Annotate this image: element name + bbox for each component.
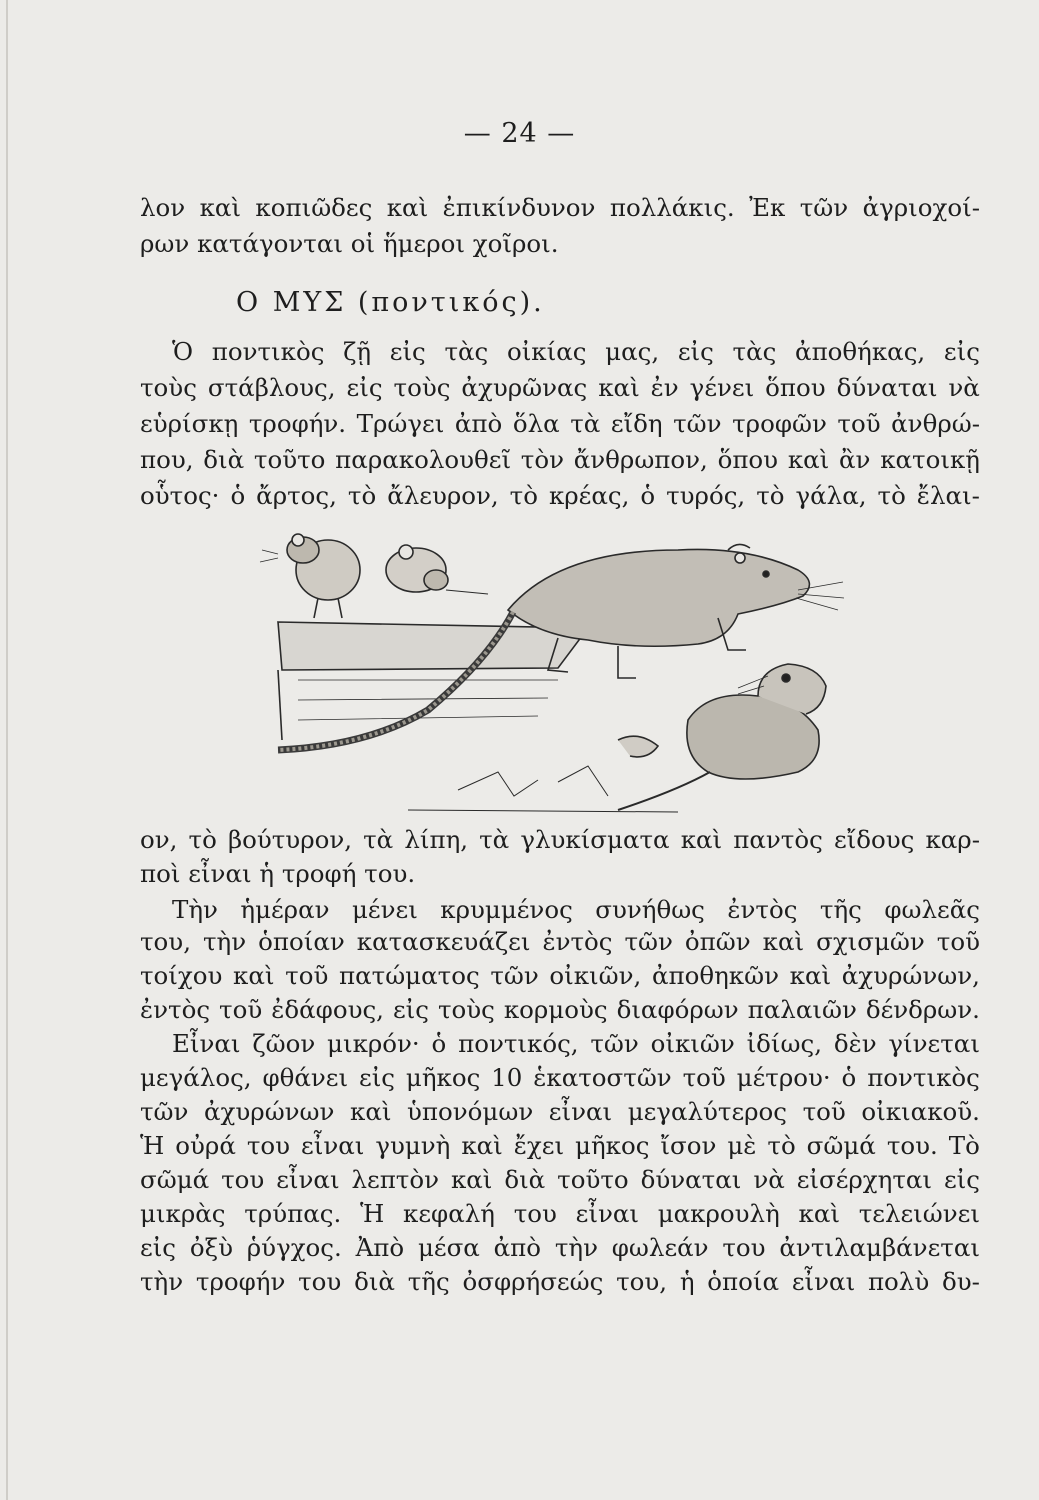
word: κρυμμένος [440,895,573,924]
word: κρέας, [548,481,630,510]
word: γίνεται [888,1029,980,1058]
word: εἰς [943,1165,980,1194]
word: του, [140,927,191,956]
word: ὅπου [717,445,779,474]
word: μῆκος [405,1063,481,1092]
word: παρακολουθεῖ [335,445,512,474]
word: ὁ [431,1029,447,1058]
word: 10 [491,1063,523,1092]
word: τὰ [363,825,394,854]
text-line [140,406,980,442]
word: τῆς [819,895,862,924]
word: καὶ [450,1165,493,1194]
word: καὶ [798,1199,840,1228]
word: οὗτος· [140,481,220,510]
word: παντὸς [733,825,823,854]
word: εἶναι [575,1199,639,1228]
word: κατοικῇ [880,445,980,474]
word: τὸν [520,445,564,474]
page-edge [6,0,8,1500]
word: πολὺ [867,1267,930,1296]
word: οἰκιῶν, [549,961,642,990]
word: κορμοὺς [503,995,608,1024]
word: τῶν [799,193,849,222]
word: βούτυρον, [227,825,353,854]
word: καὶ [386,193,429,222]
word: ἐν [650,373,679,402]
word: εἴδη [610,409,663,438]
word: τὰ [570,409,601,438]
word: τυρός, [666,481,746,510]
word: καὶ [199,193,242,222]
word: εἶναι [276,1165,340,1194]
word: εἰς [140,1233,177,1262]
word: δύναται [836,373,938,402]
word: τοῦτο [253,445,326,474]
word: ὁ [841,1063,857,1092]
word: ἡμέραν [240,895,330,924]
word: εἰς [677,337,714,366]
word: διὰ [203,445,245,474]
text-line [140,822,980,858]
word: ἄρτος, [256,481,337,510]
word: ἀχυρῶνας [461,373,588,402]
text-line [140,478,980,514]
word: ὅπου [765,373,826,402]
word: οὐρά [175,1131,236,1160]
rats-illustration [258,510,848,822]
word: ἀπὸ [454,409,503,438]
word: σῶμά [140,1165,210,1194]
word: ἀχυρώνων, [841,961,980,990]
word: ἀγριοχοί- [862,193,980,222]
word: ὁποία [707,1267,780,1296]
word: μας, [605,337,660,366]
word: ἄνθρωπον, [573,445,708,474]
word: τελειώνει [858,1199,980,1228]
word: τῶν [624,927,673,956]
text-line [140,958,980,994]
text-line [140,892,980,928]
word: τρύπας. [244,1199,342,1228]
text-line: ποὶ εἶναι ἡ τροφή του. [140,859,416,888]
word: κοπιῶδες [255,193,373,222]
word: καὶ [680,825,723,854]
word: ἐπικίνδυνον [442,193,596,222]
word: ἡ [679,1267,695,1296]
word: διὰ [504,1165,546,1194]
word: κατασκευάζει [356,927,531,956]
word: εἶναι [548,1097,613,1126]
word: τοῦ [837,409,881,438]
word: καὶ [233,961,275,990]
word: ἐδάφους, [271,995,384,1024]
word: εἰς [359,1063,396,1092]
word: τὴν [554,1233,598,1262]
word: πατώματος [339,961,480,990]
text-line [140,1060,980,1096]
word: τὸ [188,825,217,854]
word: καὶ [762,927,805,956]
word: ἐντὸς [542,927,613,956]
word: εἰς [392,995,429,1024]
word: καρ- [925,825,980,854]
word: σχισμῶν [816,927,925,956]
word: οἰκίας [506,337,587,366]
word: του [221,1165,265,1194]
word: ἀποθήκας, [795,337,926,366]
word: τὸ [756,481,785,510]
word: ὀξὺ [189,1233,233,1262]
word: τὸ [509,481,538,510]
word: μεγάλος, [140,1063,252,1092]
word: δύναται [640,1165,742,1194]
word: μέτρου· [736,1063,831,1092]
word: συνήθως [595,895,705,924]
word: μακρουλὴ [657,1199,780,1228]
word: κεφαλή [403,1199,495,1228]
word: τροφήν. [248,409,347,438]
word: καὶ [598,373,640,402]
word: δένδρων. [865,995,980,1024]
word: λεπτὸν [351,1165,440,1194]
word: νὰ [753,1165,785,1194]
word: μικρὰς [140,1199,226,1228]
word: τοίχου [140,961,223,990]
word: ἀχυρώνων [204,1097,335,1126]
word: ποντικὸς [867,1063,980,1092]
text-line [140,924,980,960]
word: τῶν [673,409,722,438]
word: ὑπονόμων [407,1097,534,1126]
word: τοῦτο [557,1165,629,1194]
word: του [722,1233,766,1262]
word: τοὺς [437,995,495,1024]
word: γλυκίσματα [520,825,670,854]
word: Ἡ [360,1199,385,1228]
word: Τὸ [948,1131,980,1160]
text-line [140,1162,980,1198]
text-line [140,1264,980,1300]
text-line [140,190,980,226]
word: ζῶον [252,1029,316,1058]
word: ἑκατοστῶν [533,1063,672,1092]
word: ὀπῶν [684,927,751,956]
text-line [140,1230,980,1266]
word: τὴν [202,927,247,956]
word: τῶν [140,1097,189,1126]
word: του, [616,1267,668,1296]
word: Ὁ [172,337,194,366]
word: φωλεάν [611,1233,709,1262]
word: διὰ [354,1267,395,1296]
word: εἰς [346,373,383,402]
word: μικρόν· [327,1029,420,1058]
word: τῆς [407,1267,450,1296]
word: τοῦ [682,1063,726,1092]
word: δὲν [833,1029,877,1058]
word: ἰδίως, [746,1029,823,1058]
word: τοῦ [219,995,263,1024]
word: οἰκιῶν [650,1029,735,1058]
word: τὸ [767,1131,796,1160]
word: Ἀπὸ [355,1233,405,1262]
word: δυ- [941,1267,980,1296]
word: ὁ [640,481,656,510]
word: του [513,1199,557,1228]
word: πολλάκις. [609,193,735,222]
word: καὶ [789,961,832,990]
word: τοῦ [285,961,329,990]
word: τὸ [877,481,906,510]
word: Ἐκ [749,193,786,222]
word: εἰς [389,337,426,366]
text-line [140,370,980,406]
word: εἴδους [833,825,915,854]
word: του [246,1131,291,1160]
word: τὸ [347,481,377,510]
word: ὁ [230,481,246,510]
word: ὁποίαν [258,927,345,956]
text-line [140,992,980,1028]
word: ἀνθρώ- [891,409,980,438]
word: παλαιῶν [747,995,857,1024]
word: εἰσέρχηται [796,1165,933,1194]
word: φωλεᾶς [884,895,980,924]
text-line [140,1026,980,1062]
word: καὶ [350,1097,392,1126]
word: ὀσφρήσεώς [462,1267,604,1296]
word: στάβλους, [207,373,336,402]
text-line [140,334,980,370]
word: ον, [140,825,178,854]
word: μὲ [727,1131,757,1160]
word: μένει [352,895,418,924]
word: τροφήν [195,1267,286,1296]
word: μεγαλύτερος [627,1097,788,1126]
text-line [140,1094,980,1130]
word: μέσα [417,1233,480,1262]
word: τὰ [479,825,510,854]
word: φθάνει [262,1063,349,1092]
word: Εἶναι [172,1029,241,1058]
word: του. [886,1131,938,1160]
word: τὰς [732,337,777,366]
word: καὶ [461,1131,503,1160]
word: τῶν [490,961,539,990]
word: ποντικὸς [211,337,325,366]
word: λον [140,193,186,222]
text-line [140,1128,980,1164]
word: γένει [689,373,755,402]
word: μῆκος [575,1131,650,1160]
word: ποντικός, [458,1029,579,1058]
word: ἐντὸς [727,895,798,924]
word: ζῇ [343,337,372,366]
word: σῶμά [806,1131,876,1160]
word: που, [140,445,194,474]
text-line [140,1196,980,1232]
word: Ἡ [140,1131,165,1160]
word: Τὴν [172,895,218,924]
word: του [298,1267,342,1296]
word: ἂν [839,445,871,474]
word: τῶν [590,1029,639,1058]
word: ὅλα [512,409,560,438]
word: τροφῶν [732,409,827,438]
word: ἔλαι- [916,481,980,510]
word: ἔχει [513,1131,565,1160]
word: εὑρίσκῃ [140,409,239,438]
word: τοὺς [140,373,197,402]
text-line: ρων κατάγονται οἱ ἥμεροι χοῖροι. [140,229,559,258]
page-number: — 24 — [463,118,576,149]
word: τὰς [444,337,489,366]
word: γάλα, [795,481,867,510]
word: λίπη, [404,825,469,854]
word: τοῦ [802,1097,846,1126]
word: ἴσον [660,1131,717,1160]
word: ἀπὸ [493,1233,542,1262]
word: νὰ [948,373,980,402]
word: εἶναι [791,1267,856,1296]
word: τὴν [140,1267,184,1296]
word: ῥύγχος. [246,1233,342,1262]
text-line [140,442,980,478]
word: καὶ [787,445,830,474]
word: γυμνὴ [375,1131,451,1160]
word: τοῦ [936,927,980,956]
word: ἀντιλαμβάνεται [779,1233,980,1262]
word: ἐντὸς [140,995,211,1024]
word: διαφόρων [616,995,739,1024]
word: εἶναι [301,1131,365,1160]
word: τοὺς [393,373,451,402]
section-heading: Ο ΜΥΣ (ποντικός). [236,287,545,318]
word: Τρώγει [356,409,445,438]
word: οἰκιακοῦ. [861,1097,980,1126]
word: εἰς [943,337,980,366]
word: ἄλευρον, [387,481,499,510]
word: ἀποθηκῶν [651,961,779,990]
